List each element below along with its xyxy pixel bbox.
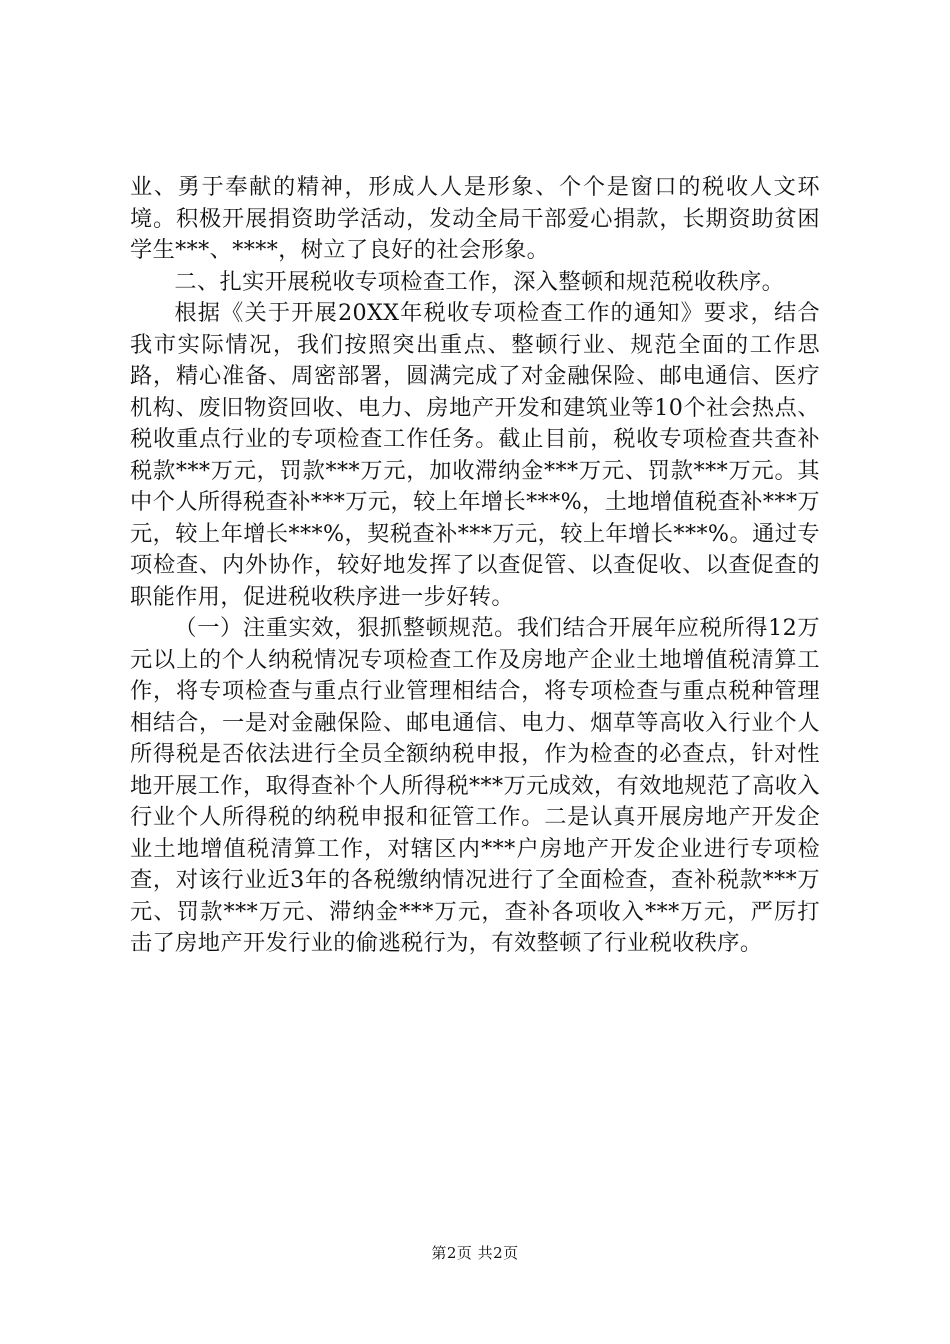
paragraph-continuation: 业、勇于奉献的精神，形成人人是形象、个个是窗口的税收人文环境。积极开展捐资助学活动，发动全局干部爱心捐款，长期资助贫困学生***、****，树立了良好的社会形象。 bbox=[130, 174, 820, 263]
document-body bbox=[130, 172, 820, 960]
section-heading-2: 二、扎实开展税收专项检查工作，深入整顿和规范税收秩序。 bbox=[174, 268, 785, 295]
paragraph-special-inspection: 根据《关于开展20XX年税收专项检查工作的通知》要求，结合我市实际情况，我们按照突出重点、整顿行业、规范全面的工作思路，精心准备、周密部署，圆满完成了对金融保险、邮电通信、医疗机构、废旧物资回收、电力、房地产开发和建筑业等10个社会热点、税收重点行业的专项检查工作任务。截止目前，税收专项检查共查补税款***万元，罚款***万元，加收滞纳金***万元、罚款***万元。其中个人所得税查补***万元，较上年增长***%，土地增值税查补***万元，较上年增长***%，契税查补***万元，较上年增长***%。通过专项检查、内外协作，较好地发挥了以查促管、以查促收、以查促查的职能作用，促进税收秩序进一步好转。 bbox=[130, 300, 820, 610]
paragraph-subsection-1: （一）注重实效，狠抓整顿规范。我们结合开展年应税所得12万元以上的个人纳税情况专项检查工作及房地产企业土地增值税清算工作，将专项检查与重点行业管理相结合，将专项检查与重点税种管理相结合，一是对金融保险、邮电通信、电力、烟草等高收入行业个人所得税是否依法进行全员全额纳税申报，作为检查的必查点，针对性地开展工作，取得查补个人所得税***万元成效，有效地规范了高收入行业个人所得税的纳税申报和征管工作。二是认真开展房地产开发企业土地增值税清算工作，对辖区内***户房地产开发企业进行专项检查，对该行业近3年的各税缴纳情况进行了全面检查，查补税款***万元、罚款***万元、滞纳金***万元，查补各项收入***万元，严厉打击了房地产开发行业的偷逃税行为，有效整顿了行业税收秩序。 bbox=[130, 615, 820, 956]
page-number-footer: 第2页 共2页 bbox=[431, 1244, 519, 1262]
